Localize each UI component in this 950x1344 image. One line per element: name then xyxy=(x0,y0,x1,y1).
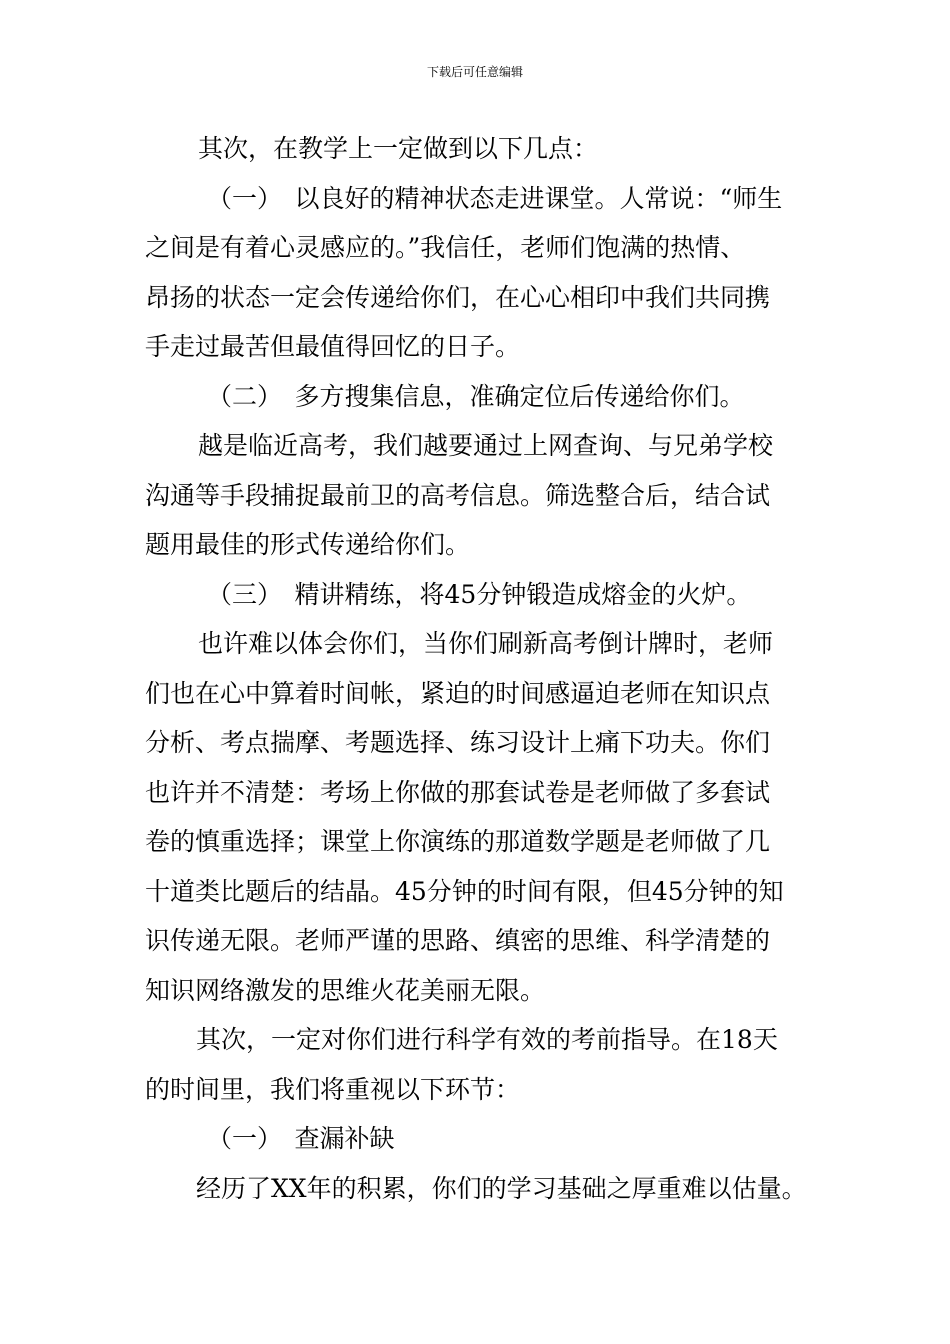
text-line: （二） 多方搜集信息，准确定位后传递给你们。 xyxy=(207,381,745,411)
page-header: 下载后可任意编辑 xyxy=(426,65,523,79)
text-line: 题用最佳的形式传递给你们。 xyxy=(145,530,471,559)
text-line: 其次，在教学上一定做到以下几点： xyxy=(198,134,599,163)
text-line: 们也在心中算着时间帐，紧迫的时间感逼迫老师在知识点 xyxy=(145,678,771,708)
text-line: 识传递无限。老师严谨的思路、缜密的思维、科学清楚的 xyxy=(145,926,771,955)
text-line: 其次，一定对你们进行科学有效的考前指导。在18天 xyxy=(196,1025,778,1054)
text-line: 经历了XX年的积累，你们的学习基础之厚重难以估量。 xyxy=(196,1173,807,1203)
text-line: 沟通等手段捕捉最前卫的高考信息。筛选整合后，结合试 xyxy=(145,480,771,510)
text-line: （一） 查漏补缺 xyxy=(207,1124,395,1153)
text-line: 卷的慎重选择；课堂上你演练的那道数学题是老师做了几 xyxy=(145,827,771,856)
text-line: 的时间里，我们将重视以下环节： xyxy=(145,1074,521,1104)
text-line: 之间是有着心灵感应的。”我信任，老师们饱满的热情、 xyxy=(145,233,746,262)
text-line: 越是临近高考，我们越要通过上网查询、与兄弟学校 xyxy=(198,431,774,460)
text-line: 手走过最苦但最值得回忆的日子。 xyxy=(145,332,521,361)
text-line: 也许并不清楚：考场上你做的那套试卷是老师做了多套试 xyxy=(145,777,771,807)
text-line: 昂扬的状态一定会传递给你们，在心心相印中我们共同携 xyxy=(145,282,771,312)
text-line: （一） 以良好的精神状态走进课堂。人常说：“师生 xyxy=(207,183,783,213)
text-line: 分析、考点揣摩、考题选择、练习设计上痛下功夫。你们 xyxy=(145,728,771,757)
text-line: （三） 精讲精练，将45分钟锻造成熔金的火炉。 xyxy=(207,579,752,609)
document-body xyxy=(145,124,825,1213)
text-line: 十道类比题后的结晶。45分钟的时间有限，但45分钟的知 xyxy=(145,876,784,906)
text-line: 知识网络激发的思维火花美丽无限。 xyxy=(145,975,546,1005)
text-line: 也许难以体会你们，当你们刷新高考倒计牌时，老师 xyxy=(198,629,774,658)
